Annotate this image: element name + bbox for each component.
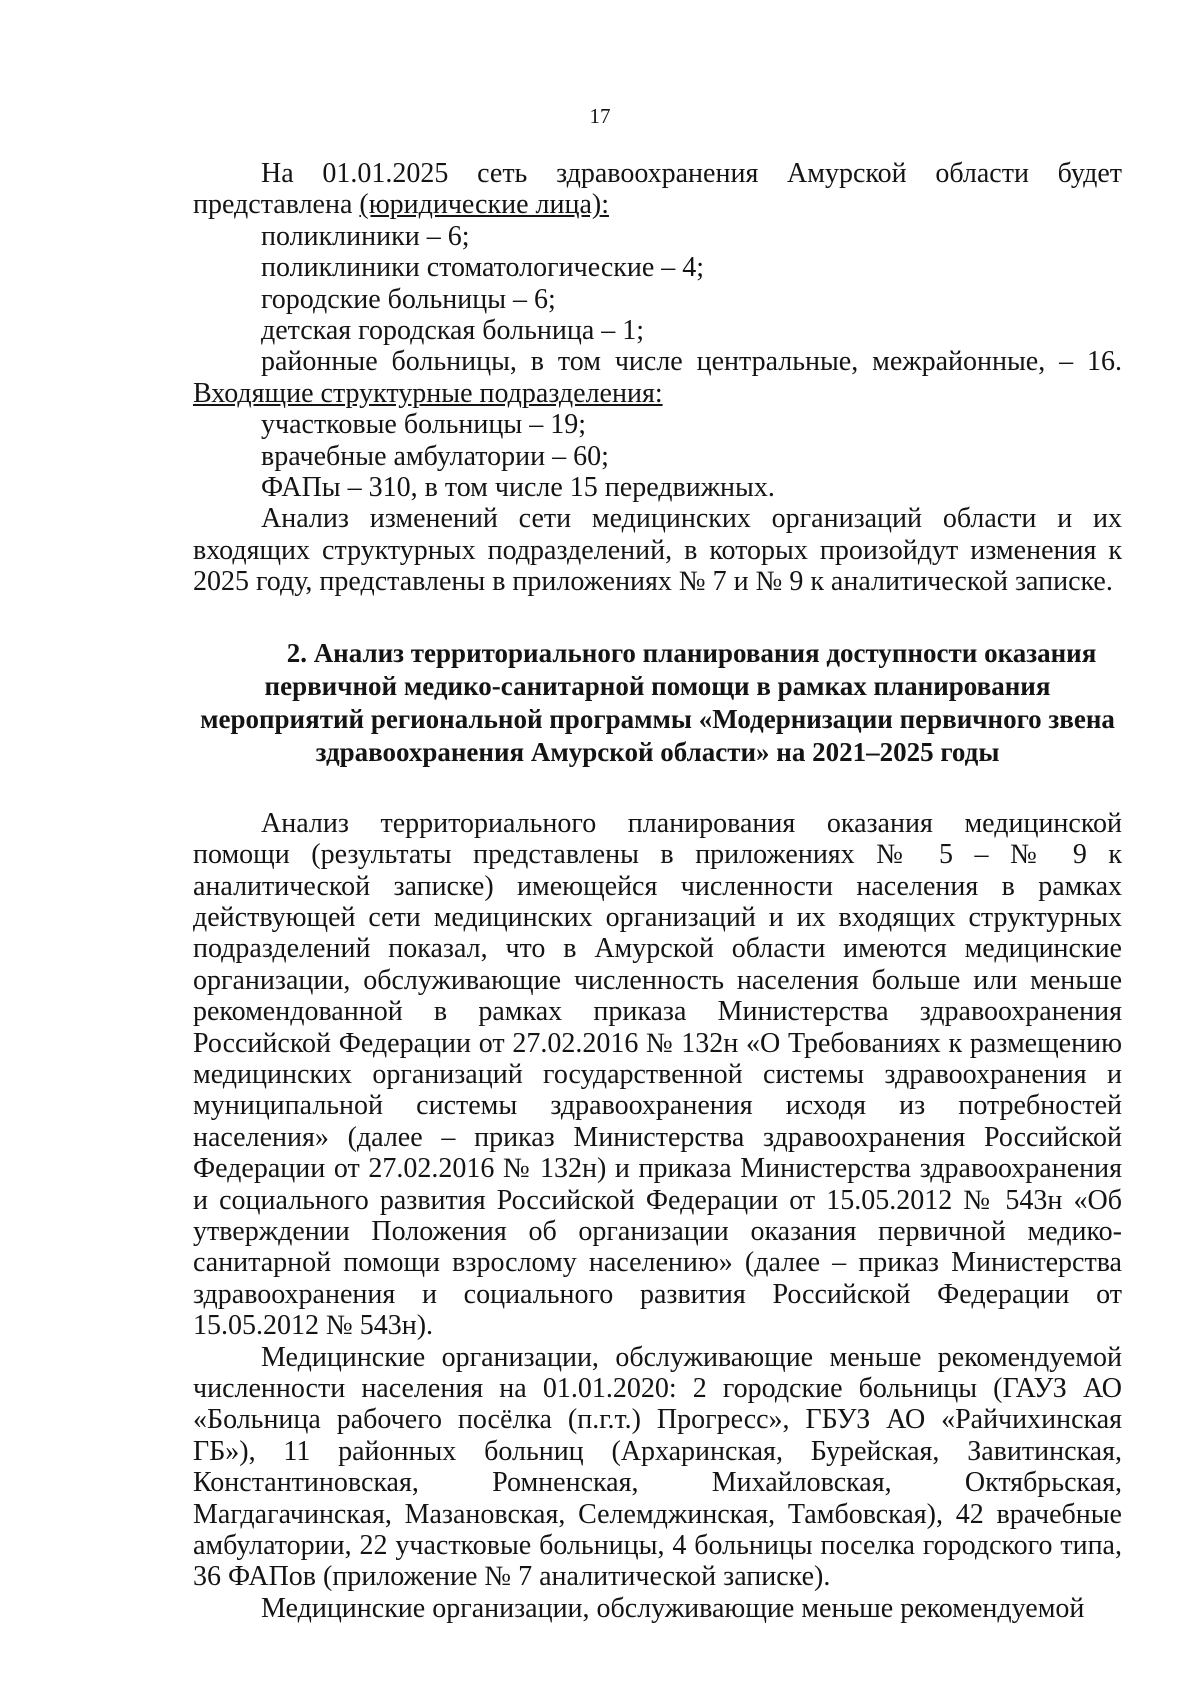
section-heading-line: здравоохранения Амурской области» на 2021–2025 годы [315,736,1000,767]
district-hospitals-paragraph [193,346,1122,409]
section-heading-line: первичной медико-санитарной помощи в рамках планирования [264,670,1051,701]
legal-entity-item: поликлиники стоматологические – 4; [261,252,705,284]
legal-entity-item: поликлиники – 6; [261,220,470,252]
intro-paragraph [193,158,1122,221]
body-paragraph: Медицинские организации, обслуживающие меньше рекомендуемой [261,1592,1085,1624]
intro-text: На 01.01.2025 сеть здравоохранения Амурской области будет представлена [193,158,1122,221]
analysis-paragraph: Анализ изменений сети медицинских организаций области и их входящих структурных подразделений, в которых произойдут изменения к 2025 году, представлены в приложениях № 7 и № 9 к аналитической записке. [193,503,1122,598]
structural-unit-item: ФАПы – 310, в том числе 15 передвижных. [261,472,775,504]
body-paragraph: Медицинские организации, обслуживающие меньше рекомендуемой численности населения на 01.01.2020: 2 городские больницы (ГАУЗ АО «Больница рабочего посёлка (п.г.т.) Прогресс», ГБУЗ АО «Райчихинская ГБ»), 11 районных больниц (Архаринская, Бурейская, Завитинская, Константиновская, Ромненская, Михайловская, Октябрьская, Магдагачинская, Мазановская, Селемджинская, Тамбовская), 42 врачебные амбулатории, 22 участковые больницы, 4 больницы поселка городского типа, 36 ФАПов (приложение № 7 аналитической записке). [193,1341,1122,1593]
document-body [193,158,1122,1624]
structural-unit-item: врачебные амбулатории – 60; [261,440,609,472]
section-heading [193,637,1122,769]
legal-entity-item: детская городская больница – 1; [261,315,645,347]
intro-underlined: (юридические лица): [359,189,609,221]
page-number: 17 [589,104,611,128]
section-heading-line: мероприятий региональной программы «Модернизации первичного звена [200,703,1115,734]
district-hospitals-line: районные больницы, в том числе центральные, межрайонные, – 16. [261,346,1122,378]
structural-unit-item: участковые больницы – 19; [261,409,586,441]
legal-entity-item: городские больницы – 6; [261,283,556,315]
structural-units-heading: Входящие структурные подразделения: [193,377,663,409]
body-paragraph: Анализ территориального планирования оказания медицинской помощи (результаты представлены в приложениях № 5 – № 9 к аналитической записке) имеющейся численности населения в рамках действующей сети медицинских организаций и их входящих структурных подразделений показал, что в Амурской области имеются медицинские организации, обслуживающие численность населения больше или меньше рекомендованной в рамках приказа Министерства здравоохранения Российской Федерации от 27.02.2016 № 132н «О Требованиях к размещению медицинских организаций государственной системы здравоохранения и муниципальной системы здравоохранения исходя из потребностей населения» (далее – приказ Министерства здравоохранения Российской Федерации от 27.02.2016 № 132н) и приказа Министерства здравоохранения и социального развития Российской Федерации от 15.05.2012 № 543н «Об утверждении Положения об организации оказания первичной медико-санитарной помощи взрослому населению» (далее – приказ Министерства здравоохранения и социального развития Российской Федерации от 15.05.2012 № 543н). [193,807,1122,1342]
section-heading-line: 2. Анализ территориального планирования доступности оказания [286,637,1097,668]
